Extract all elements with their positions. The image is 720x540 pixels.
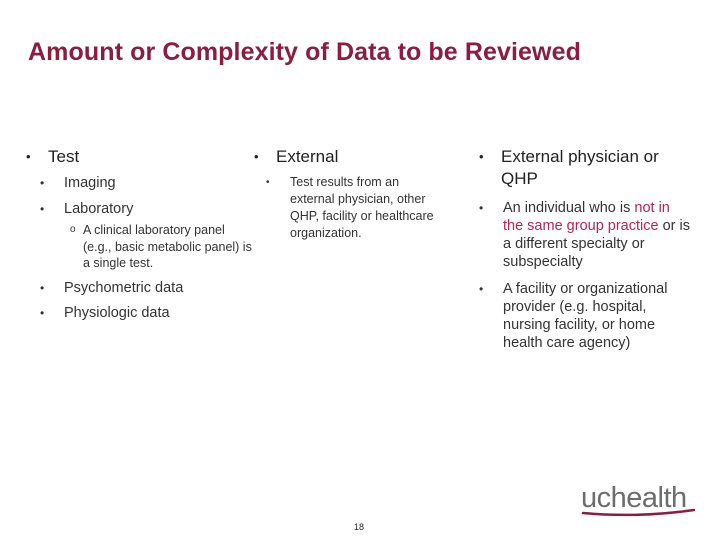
list-item-individual [479,199,694,271]
list-item-laboratory: • Laboratory [40,200,246,218]
list-test [40,174,252,322]
list-item-facility: • A facility or organizational provider (e.g. hospital, nursing facility, or home health care agency) [479,280,694,352]
lab-subitem: o A clinical laboratory panel (e.g., basic metabolic panel) is a single test. [70,222,253,272]
heading-external-physician: • External physician or QHP [479,146,694,190]
column-external-physician [479,146,694,352]
list-item-physiologic: • Physiologic data [40,304,246,322]
column-external [254,146,466,242]
logo-swoosh-icon [581,482,697,522]
heading-test: • Test [26,146,246,168]
column-test [26,146,252,322]
list-item-psychometric: • Psychometric data [40,279,246,297]
list-item-external-results: • Test results from an external physician, other QHP, facility or healthcare organization. [266,174,442,242]
individual-text-end: or is a different specialty or subspecialty [503,218,690,270]
page-number: 18 [354,522,365,532]
logo-wordmark: uchealth [581,482,687,514]
heading-external: • External [254,146,466,168]
list-item-imaging: • Imaging [40,174,246,192]
uchealth-logo [581,482,697,522]
individual-text-highlight: not in the same group practice [503,200,670,234]
slide-title: Amount or Complexity of Data to be Reviewed [28,38,581,66]
individual-text-start: An individual who is [503,200,635,216]
